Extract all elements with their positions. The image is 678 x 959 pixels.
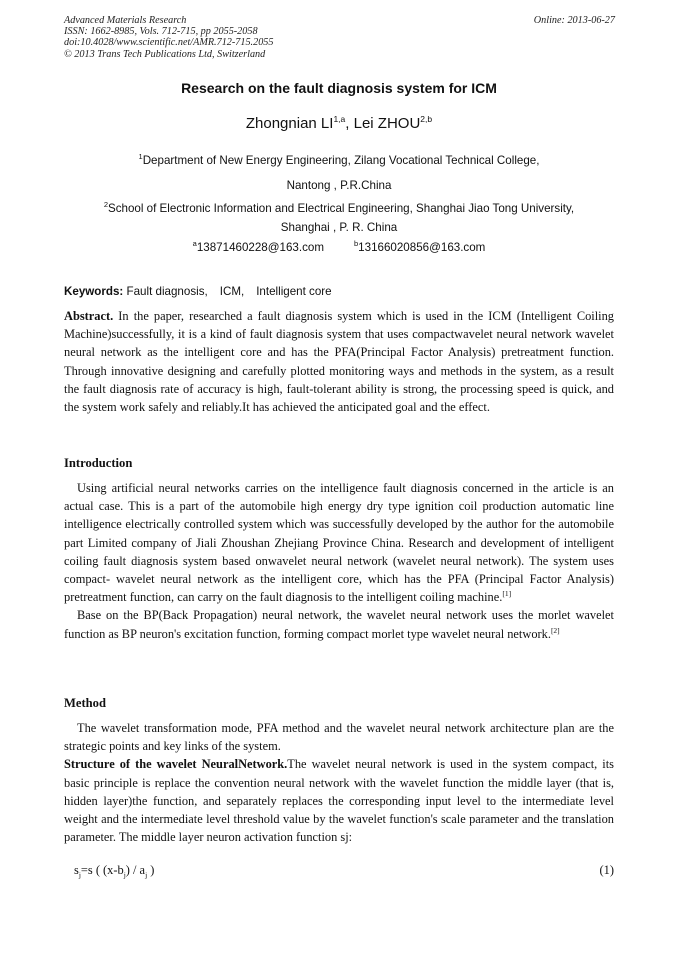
keywords-label: Keywords: <box>64 285 124 298</box>
journal-header <box>64 15 273 60</box>
paragraph <box>64 479 614 606</box>
keywords <box>64 285 332 298</box>
abstract <box>64 307 614 416</box>
paragraph <box>64 755 614 846</box>
paragraph: The wavelet transformation mode, PFA method and the wavelet neural network architecture plan are the strategic points and key links of the system. <box>64 721 614 754</box>
paragraph-text: Using artificial neural networks carries on the intelligence fault diagnosis concerned in the article is an actual case. This is a part of the automobile high energy dry type ignition coil production automatic line intelligence electrically controlled system which was successfully developed by the author for the automobile part Limited company of Jiali Zhoushan Zhejiang Province China. Research and development of intelligent coiling fault diagnosis system based onwavelet neural network (wavelet neural network). The system uses compact- wavelet neural network as the intelligent core, which has the PFA (Principal Factor Analysis) pretreatment function, can carry on the fault diagnosis to the intelligent coiling machine. <box>64 481 614 605</box>
paragraph <box>64 606 614 642</box>
introduction-body <box>64 479 614 643</box>
author-sup: 2,b <box>420 114 433 124</box>
journal-name: Advanced Materials Research <box>64 15 187 26</box>
affiliation-2 <box>40 195 638 237</box>
affiliation-line: Nantong , P.R.China <box>286 178 392 192</box>
online-date: Online: 2013-06-27 <box>533 15 615 26</box>
section-heading-method: Method <box>64 696 106 710</box>
abstract-text: In the paper, researched a fault diagnosis system which is used in the ICM (Intelligent Coiling Machine)successfully, it is a kind of fault diagnosis system that uses compactwavelet neural network wavelet neural network as the intelligent core and has the PFA(Principal Factor Analysis) pretreatment function. Through innovative designing and carefully plotted monitoring ways and methods in the system, as a result the fault diagnosis rate of accuracy is high, fault-tolerant ability is strong, the processing speed is quick, and the system work safely and reliably.It has achieved the anticipated goal and the effect. <box>64 309 614 415</box>
affiliation-line: Department of New Energy Engineering, Zilang Vocational Technical College, <box>142 153 540 167</box>
affiliation-sup: 2 <box>103 200 108 209</box>
doi-line: doi:10.4028/www.scientific.net/AMR.712-715.2055 <box>64 37 274 49</box>
paper-title: Research on the fault diagnosis system for ICM <box>181 80 497 96</box>
affiliation-line: School of Electronic Information and Electrical Engineering, Shanghai Jiao Tong University, <box>108 201 575 215</box>
section-heading-introduction: Introduction <box>64 456 133 470</box>
author-name: Lei ZHOU <box>353 115 421 132</box>
equation-number: (1) <box>599 863 614 877</box>
subsection-label: Structure of the wavelet NeuralNetwork. <box>64 757 288 772</box>
paragraph-text: Base on the BP(Back Propagation) neural network, the wavelet neural network uses the morlet wavelet function as BP neuron's excitation function, forming compact morlet type wavelet neural network. <box>64 608 614 641</box>
author-sup: 1,a <box>333 114 346 124</box>
email-address[interactable]: 13166020856@163.com <box>358 240 486 254</box>
email-address[interactable]: 13871460228@163.com <box>196 240 324 254</box>
citation-ref[interactable]: [2] <box>550 625 560 635</box>
author-line <box>0 114 678 132</box>
abstract-label: Abstract. <box>64 309 114 323</box>
paragraph-text: The wavelet neural network is used in the system compact, its basic principle is replace the convention neural network with the wavelet function the middle layer (that is, hidden layer)the function, and separately replaces the corresponding input level to the intermediate level weight and the intermediate level threshold value by the wavelet function's scale parameter and the translation parameter. The middle layer neuron activation function sj: <box>64 757 614 845</box>
email-sup: a <box>192 239 197 248</box>
author-separator: , <box>345 115 354 132</box>
equation-1: $s_j=s$ ( $(x-b_j) / a_j$ ) (1) <box>74 863 614 880</box>
keyword: Intelligent core <box>256 285 332 298</box>
affiliation-line: Shanghai , P. R. China <box>280 220 398 234</box>
method-body <box>64 719 614 846</box>
affiliation-sup: 1 <box>138 152 143 161</box>
keyword: Fault diagnosis, <box>126 285 208 298</box>
copyright-line: © 2013 Trans Tech Publications Ltd, Switzerland <box>64 48 266 60</box>
author-name: Zhongnian LI <box>245 115 334 132</box>
affiliation-1 <box>40 144 638 198</box>
email-sup: b <box>354 239 359 248</box>
citation-ref[interactable]: [1] <box>502 589 512 599</box>
issn-line: ISSN: 1662-8985, Vols. 712-715, pp 2055-2058 <box>64 26 258 38</box>
email-line <box>0 239 678 254</box>
keyword: ICM, <box>219 285 245 298</box>
